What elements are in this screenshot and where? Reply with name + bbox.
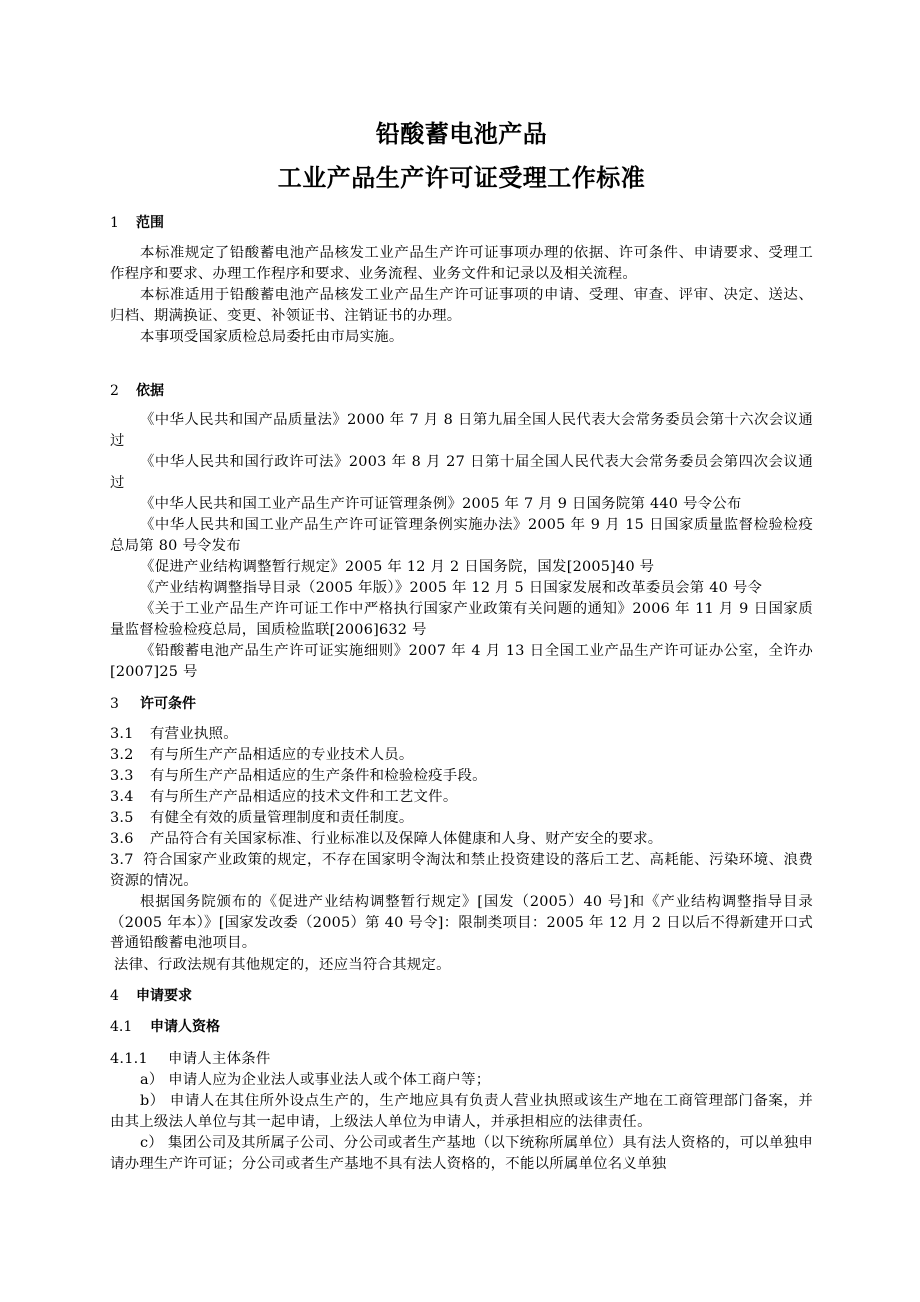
item-text: 有与所生产产品相适应的生产条件和检验检疫手段。 [150, 768, 487, 784]
condition-item [110, 829, 813, 850]
section-title: 申请要求 [136, 988, 192, 1004]
subsection-title: 申请人资格 [150, 1019, 220, 1035]
item-text: 有健全有效的质量管理制度和责任制度。 [150, 810, 414, 826]
item-number: 3.5 [110, 810, 134, 826]
condition-item [110, 724, 813, 745]
reference-item: 《铅酸蓄电池产品生产许可证实施细则》2007 年 4 月 13 日全国工业产品生产许可证办公室，全许办[2007]25 号 [110, 643, 813, 680]
reference-item: 《中华人民共和国工业产品生产许可证管理条例》2005 年 7 月 9 日国务院第 440 号令公布 [140, 496, 742, 512]
reference-item: 《中华人民共和国工业产品生产许可证管理条例实施办法》2005 年 9 月 15 日国家质量监督检验检疫总局第 80 号令发布 [110, 517, 813, 554]
item-number: 3.3 [110, 768, 134, 784]
section-title: 许可条件 [140, 696, 196, 712]
reference-item: 《促进产业结构调整暂行规定》2005 年 12 月 2 日国务院，国发[2005]40 号 [140, 559, 655, 575]
item-text: 申请人主体条件 [168, 1051, 271, 1067]
document-title-line1: 铅酸蓄电池产品 [375, 120, 548, 148]
section-number: 1 [110, 215, 119, 231]
reference-item: 《产业结构调整指导目录（2005 年版）》2005 年 12 月 5 日国家发展和改革委员会第 40 号令 [140, 580, 763, 596]
reference-item: 《关于工业产品生产许可证工作中严格执行国家产业政策有关问题的通知》2006 年 11 月 9 日国家质量监督检验检疫总局，国质检监联[2006]632 号 [110, 601, 813, 638]
closing-note: 法律、行政法规有其他规定的，还应当符合其规定。 [114, 957, 451, 973]
item-text: 符合国家产业政策的规定，不存在国家明令淘汰和禁止投资建设的落后工艺、高耗能、污染环境、浪费资源的情况。 [110, 852, 813, 889]
item-text: 有与所生产产品相适应的专业技术人员。 [150, 747, 414, 763]
section-number: 3 [110, 696, 119, 712]
item-number: 3.7 [110, 852, 134, 868]
section-title: 依据 [136, 383, 164, 399]
subsection-4-1-heading [110, 1017, 220, 1037]
item-number: 4.1.1 [110, 1051, 148, 1067]
policy-note: 根据国务院颁布的《促进产业结构调整暂行规定》[国发（2005）40 号]和《产业结构调整指导目录（2005 年本）》[国家发改委（2005）第 40 号令]：限制类项目：2005 年 12 月 2 日以后不得新建开口式普通铅酸蓄电池项目。 [110, 894, 813, 951]
paragraph: 本事项受国家质检总局委托由市局实施。 [140, 329, 404, 345]
section-1-heading [110, 213, 164, 233]
subsubsection-4-1-1-heading [110, 1049, 813, 1070]
section-title: 范围 [136, 215, 164, 231]
eligibility-item: c） 集团公司及其所属子公司、分公司或者生产基地（以下统称所属单位）具有法人资格的，可以单独申请办理生产许可证；分公司或者生产基地不具有法人资格的，不能以所属单位名义单独 [110, 1135, 813, 1172]
reference-item: 《中华人民共和国产品质量法》2000 年 7 月 8 日第九届全国人民代表大会常务委员会第十六次会议通过 [110, 412, 813, 449]
condition-item [110, 850, 813, 891]
item-number: 3.2 [110, 747, 134, 763]
item-text: 有营业执照。 [150, 726, 238, 742]
eligibility-item: b） 申请人在其住所外设点生产的，生产地应具有负责人营业执照或该生产地在工商管理部门备案，并由其上级法人单位与其一起申请，上级法人单位为申请人，并承担相应的法律责任。 [110, 1093, 813, 1130]
section-number: 2 [110, 383, 119, 399]
subsection-number: 4.1 [110, 1019, 133, 1035]
section-4-heading [110, 986, 192, 1006]
paragraph: 本标准规定了铅酸蓄电池产品核发工业产品生产许可证事项办理的依据、许可条件、申请要求、受理工作程序和要求、办理工作程序和要求、业务流程、业务文件和记录以及相关流程。 [110, 245, 813, 282]
item-text: 产品符合有关国家标准、行业标准以及保障人体健康和人身、财产安全的要求。 [150, 831, 663, 847]
condition-item [110, 787, 813, 808]
item-number: 3.1 [110, 726, 134, 742]
section-2-heading [110, 381, 164, 401]
section-3-heading [110, 694, 196, 714]
condition-item [110, 808, 813, 829]
document-title-line2: 工业产品生产许可证受理工作标准 [277, 164, 646, 192]
item-text: 有与所生产产品相适应的技术文件和工艺文件。 [150, 789, 458, 805]
item-number: 3.4 [110, 789, 134, 805]
section-number: 4 [110, 988, 119, 1004]
condition-item [110, 745, 813, 766]
item-number: 3.6 [110, 831, 134, 847]
condition-item [110, 766, 813, 787]
eligibility-item: a） 申请人应为企业法人或事业法人或个体工商户等； [140, 1072, 491, 1088]
paragraph: 本标准适用于铅酸蓄电池产品核发工业产品生产许可证事项的申请、受理、审查、评审、决定、送达、归档、期满换证、变更、补领证书、注销证书的办理。 [110, 287, 813, 324]
reference-item: 《中华人民共和国行政许可法》2003 年 8 月 27 日第十届全国人民代表大会常务委员会第四次会议通过 [110, 454, 813, 491]
